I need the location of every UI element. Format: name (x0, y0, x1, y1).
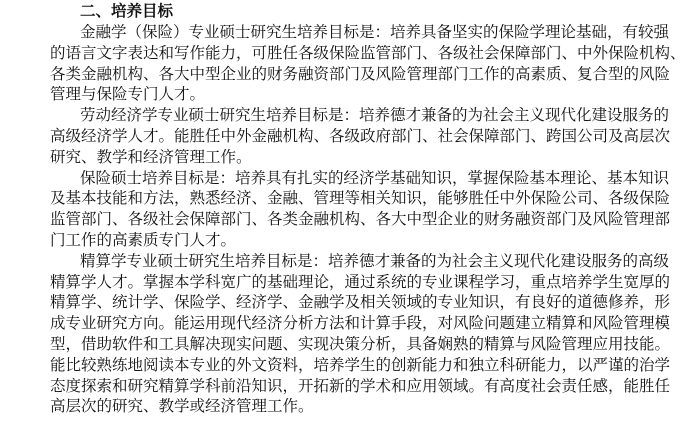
paragraph-line: 金融学（保险）专业硕士研究生培养目标是：培养具备坚实的保险学理论基础，有较强 (80, 23, 670, 41)
document-body (50, 1, 686, 417)
paragraph-line: 各类金融机构、各大中型企业的财务融资部门及风险管理部门工作的高素质、复合型的风险 (50, 64, 671, 83)
paragraph-line: 精算学、统计学、保险学、经济学、金融学及相关领域的专业知识，有良好的道德修养，形 (50, 293, 671, 312)
paragraph (50, 22, 686, 105)
paragraph-line: 成专业研究方向。能运用现代经济分析方法和计算手段，对风险问题建立精算和风险管理模 (50, 314, 671, 333)
paragraph-line: 保险硕士培养目标是：培养具有扎实的经济学基础知识，掌握保险基本理论、基本知识 (80, 168, 670, 187)
paragraph (50, 251, 671, 417)
paragraph-line: 管理与保险专门人才。 (50, 85, 206, 104)
paragraph-line: 及基本技能和方法，熟悉经济、金融、管理等相关知识，能够胜任中外保险公司、各级保险 (50, 189, 671, 208)
paragraph (50, 168, 671, 251)
paragraph-line: 精算学专业硕士研究生培养目标是：培养德才兼备的为社会主义现代化建设服务的高级 (80, 251, 670, 270)
paragraph-line: 型，借助软件和工具解决现实问题、实现决策分析，具备娴熟的精算与风险管理应用技能。 (50, 334, 671, 353)
paragraph (50, 105, 671, 167)
paragraph-line: 高级经济学人才。能胜任中外金融机构、各级政府部门、社会保障部门、跨国公司及高层次 (50, 126, 671, 145)
paragraph-line: 门工作的高素质专门人才。 (50, 230, 237, 249)
paragraph-line: 态度探索和研究精算学科前沿知识，开拓新的学术和应用领域。有高度社会责任感，能胜任 (50, 376, 671, 395)
paragraph-line: 能比较熟练地阅读本专业的外文资料，培养学生的创新能力和独立科研能力，以严谨的治学 (50, 355, 671, 374)
paragraph-line: 监管部门、各级社会保障部门、各类金融机构、各大中型企业的财务融资部门及风险管理部 (50, 210, 671, 229)
paragraphs (50, 22, 686, 417)
paragraph-line: 劳动经济学专业硕士研究生培养目标是：培养德才兼备的为社会主义现代化建设服务的 (80, 106, 670, 125)
section-heading: 二、培养目标 (80, 2, 174, 20)
paragraph-line: 高层次的研究、教学或经济管理工作。 (50, 397, 314, 416)
paragraph-line: 研究、教学和经济管理工作。 (50, 147, 252, 166)
paragraph-line: 的语言文字表达和写作能力，可胜任各级保险监管部门、各级社会保障部门、中外保险机构、 (50, 43, 686, 62)
paragraph-line: 精算学人才。掌握本学科宽广的基础理论，通过系统的专业课程学习，重点培养学生宽厚的 (50, 272, 671, 291)
